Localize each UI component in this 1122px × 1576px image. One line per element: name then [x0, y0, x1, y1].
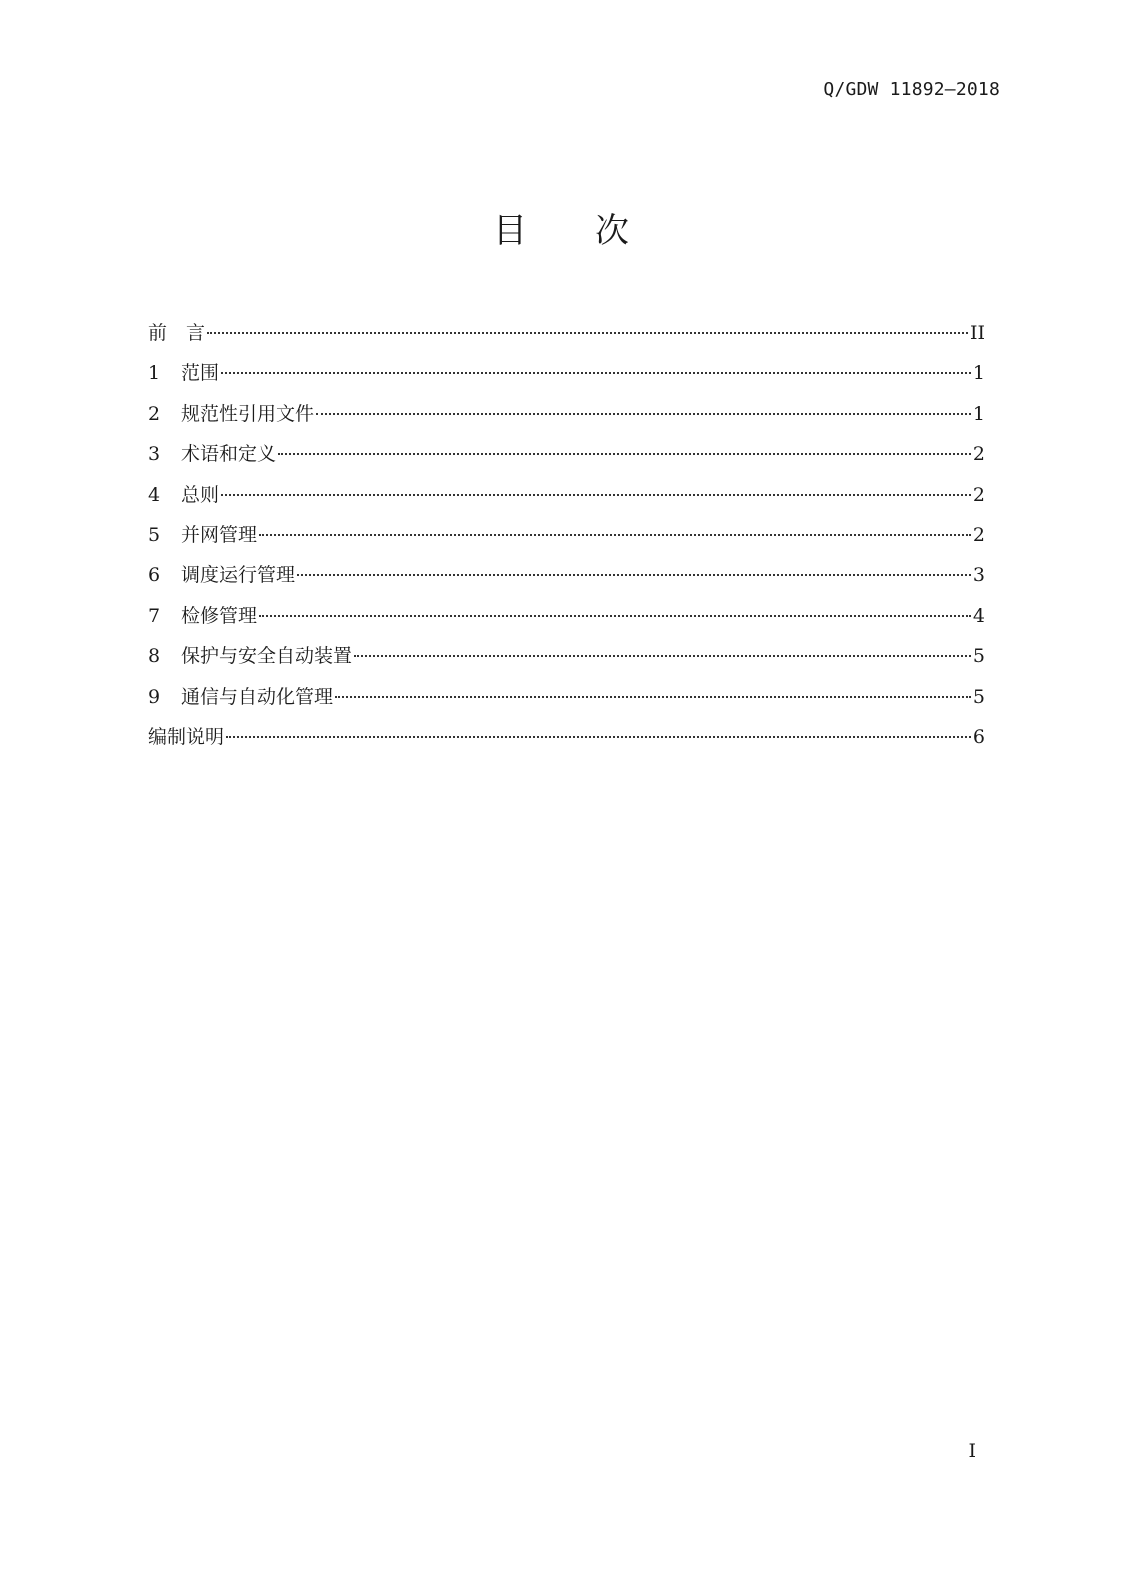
toc-entry-label: 保护与安全自动装置 — [181, 645, 353, 668]
toc-entry-label: 编制说明 — [148, 725, 225, 748]
toc-entry-label: 总则 — [181, 483, 220, 506]
toc-title-char-2: 次 — [595, 211, 629, 251]
toc-leader-dots — [221, 372, 971, 374]
toc-entry-label: 规范性引用文件 — [181, 402, 315, 425]
toc-entry-number: 5 — [148, 523, 161, 546]
toc-entry-number: 3 — [148, 443, 161, 466]
toc-entry-page: 5 — [972, 645, 985, 668]
toc-entry-foreword[interactable] — [148, 315, 985, 355]
toc-entry-label: 检修管理 — [181, 604, 258, 627]
toc-entry-page: 2 — [972, 483, 985, 506]
toc-leader-dots — [335, 696, 971, 698]
toc-entry-page: 1 — [972, 362, 985, 385]
toc-entry-page: 4 — [972, 604, 985, 627]
toc-leader-dots — [316, 413, 971, 415]
toc-leader-dots — [259, 615, 971, 617]
page-number: I — [968, 1440, 976, 1462]
standard-code: Q/GDW 11892—2018 — [823, 79, 1000, 100]
toc-title-char-1: 目 — [493, 211, 527, 251]
toc-entry-label: 范围 — [181, 362, 220, 385]
toc-entry-label: 并网管理 — [181, 523, 258, 546]
toc-entry-page: 3 — [972, 564, 985, 587]
toc-entry-page: 5 — [972, 685, 985, 708]
toc-leader-dots — [354, 655, 971, 657]
toc-entry-label: 术语和定义 — [181, 443, 277, 466]
toc-entry-5[interactable] — [148, 517, 985, 557]
toc-entry-number: 2 — [148, 402, 161, 425]
toc-entry-number: 9 — [148, 685, 161, 708]
toc-entry-6[interactable] — [148, 557, 985, 597]
toc-leader-dots — [278, 453, 971, 455]
toc-entry-page: 6 — [972, 725, 985, 748]
toc-leader-dots — [221, 494, 971, 496]
table-of-contents — [148, 315, 985, 759]
toc-entry-1[interactable] — [148, 355, 985, 395]
toc-entry-label: 通信与自动化管理 — [181, 685, 334, 708]
toc-entry-label: 调度运行管理 — [181, 564, 296, 587]
toc-entry-3[interactable] — [148, 436, 985, 476]
toc-leader-dots — [207, 332, 968, 334]
toc-title — [0, 203, 1122, 252]
toc-entry-page: 1 — [972, 402, 985, 425]
toc-entry-page: II — [969, 322, 985, 344]
toc-entry-2[interactable] — [148, 396, 985, 436]
toc-entry-drafting-notes[interactable] — [148, 719, 985, 759]
toc-leader-dots — [226, 736, 971, 738]
toc-entry-number: 8 — [148, 645, 161, 668]
toc-leader-dots — [259, 534, 971, 536]
toc-entry-9[interactable] — [148, 679, 985, 719]
toc-entry-label: 前 言 — [148, 322, 206, 344]
toc-entry-page: 2 — [972, 443, 985, 466]
toc-entry-number: 6 — [148, 564, 161, 587]
toc-entry-7[interactable] — [148, 598, 985, 638]
toc-entry-8[interactable] — [148, 638, 985, 678]
toc-entry-page: 2 — [972, 523, 985, 546]
toc-entry-number: 4 — [148, 483, 161, 506]
toc-entry-number: 7 — [148, 604, 161, 627]
toc-leader-dots — [297, 574, 971, 576]
toc-entry-4[interactable] — [148, 477, 985, 517]
toc-entry-number: 1 — [148, 362, 161, 385]
